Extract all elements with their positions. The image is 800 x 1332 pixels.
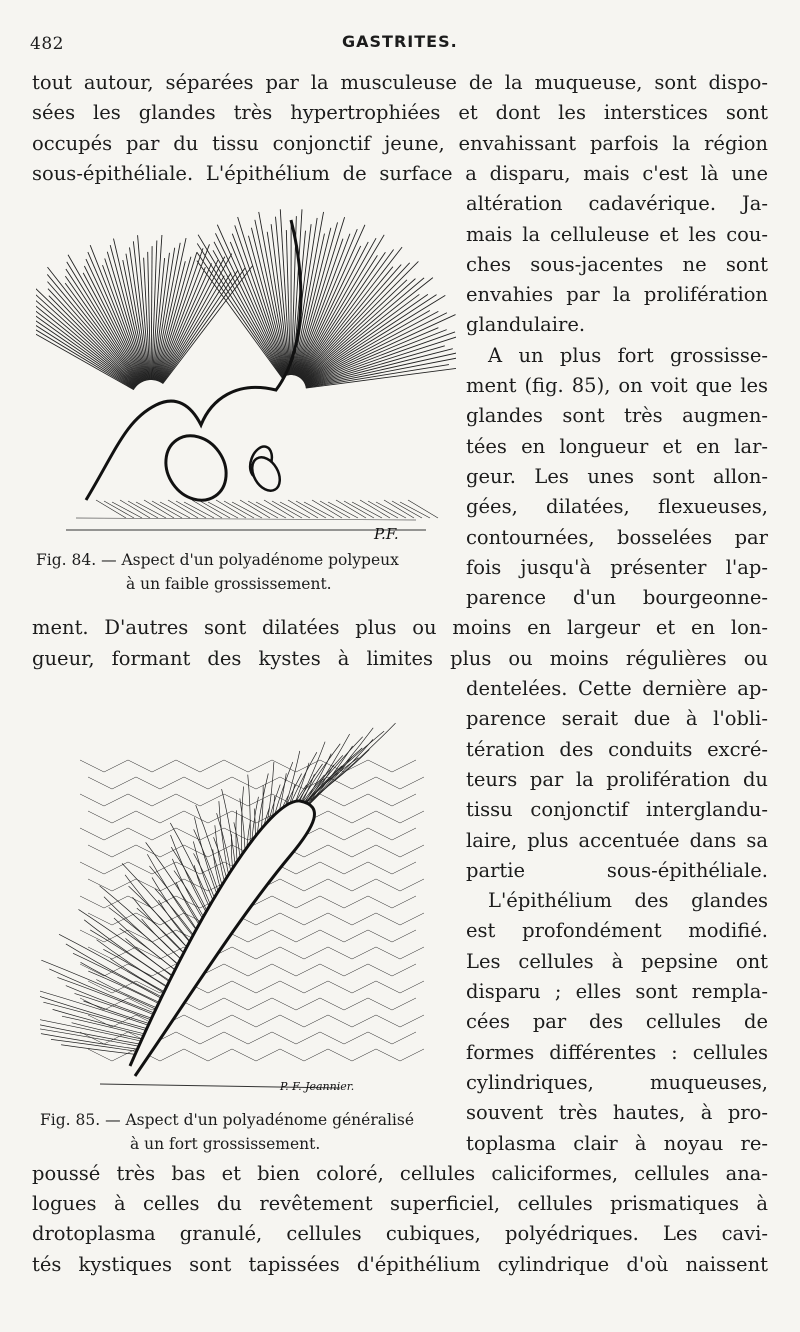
text-line: tissu conjonctif interglandu- (466, 798, 768, 822)
figure-84-caption (36, 548, 399, 596)
text-line: disparu ; elles sont rempla- (466, 980, 768, 1003)
text-line: drotoplasma granulé, cellules cubiques, polyédriques. Les cavi- (32, 1222, 768, 1246)
text-line: envahies par la prolifération (466, 283, 768, 307)
figure-84 (36, 200, 456, 545)
text-line: cées par des cellules de (466, 1010, 768, 1034)
figure-85-signature: P. F. Jeannier. (280, 1080, 355, 1093)
text-line: tées en longueur et en lar- (466, 434, 768, 458)
text-line: tération des conduits excré- (466, 737, 768, 761)
text-line: A un plus fort grossisse- (488, 343, 768, 367)
text-line: parence d'un bourgeonne- (466, 586, 768, 610)
figure-85-caption-line-1: Fig. 85. — Aspect d'un polyadénome généralisé (40, 1111, 415, 1129)
running-title: GASTRITES. (342, 32, 458, 51)
text-line: ment. D'autres sont dilatées plus ou moins en largeur et en lon- (32, 616, 768, 640)
text-line: sées les glandes très hypertrophiées et dont les interstices sont (32, 101, 768, 125)
text-line: toplasma clair à noyau re- (466, 1131, 768, 1155)
figure-85-caption (40, 1108, 414, 1156)
text-line: laire, plus accentuée dans sa (466, 828, 768, 852)
text-line: cylindriques, muqueuses, (466, 1070, 768, 1094)
text-line: mais la celluleuse et les cou- (466, 222, 768, 246)
text-line: geur. Les unes sont allon- (466, 464, 768, 488)
text-line: poussé très bas et bien coloré, cellules caliciformes, cellules ana- (32, 1161, 768, 1185)
text-line: est profondément modifié. (466, 919, 768, 943)
text-line: altération cadavérique. Ja- (466, 192, 768, 216)
page-number: 482 (30, 34, 64, 54)
page-header (30, 30, 760, 58)
figure-85-caption-line-2: à un fort grossissement. (130, 1135, 321, 1153)
text-line: L'épithélium des glandes (488, 889, 768, 913)
text-line: occupés par du tissu conjonctif jeune, envahissant parfois la région (32, 131, 768, 155)
text-line: Les cellules à pepsine ont (466, 949, 768, 973)
text-line: souvent très hautes, à pro- (466, 1101, 768, 1125)
text-line: teurs par la prolifération du (466, 767, 768, 791)
text-line: tout autour, séparées par la musculeuse de la muqueuse, sont dispo- (32, 71, 768, 94)
text-line: partie sous-épithéliale. (466, 858, 768, 882)
text-line: contournées, bosselées par (466, 525, 768, 549)
text-line: gées, dilatées, flexueuses, (466, 495, 768, 519)
text-line: sous-épithéliale. L'épithélium de surface a disparu, mais c'est là une (32, 161, 768, 185)
text-line: gueur, formant des kystes à limites plus ou moins régulières ou (32, 646, 768, 670)
figure-85-illustration (40, 706, 460, 1098)
text-line: formes différentes : cellules (466, 1040, 768, 1064)
text-line: glandulaire. (466, 313, 586, 337)
text-line: logues à celles du revêtement superficiel, cellules prismatiques à (32, 1192, 768, 1216)
figure-84-caption-line-2: à un faible grossissement. (126, 575, 332, 593)
figure-84-illustration (36, 200, 456, 545)
text-line: ment (fig. 85), on voit que les (466, 374, 768, 397)
text-line: glandes sont très augmen- (466, 404, 768, 428)
text-line: parence serait due à l'obli- (466, 707, 768, 731)
figure-85 (40, 706, 460, 1098)
figure-84-signature: P.F. (374, 525, 399, 543)
text-line: fois jusqu'à présenter l'ap- (466, 555, 768, 579)
text-line: ches sous-jacentes ne sont (466, 252, 768, 276)
text-line: dentelées. Cette dernière ap- (466, 677, 768, 700)
text-line: tés kystiques sont tapissées d'épithélium cylindrique d'où naissent (32, 1252, 768, 1276)
figure-84-caption-line-1: Fig. 84. — Aspect d'un polyadénome polypeux (36, 551, 399, 569)
